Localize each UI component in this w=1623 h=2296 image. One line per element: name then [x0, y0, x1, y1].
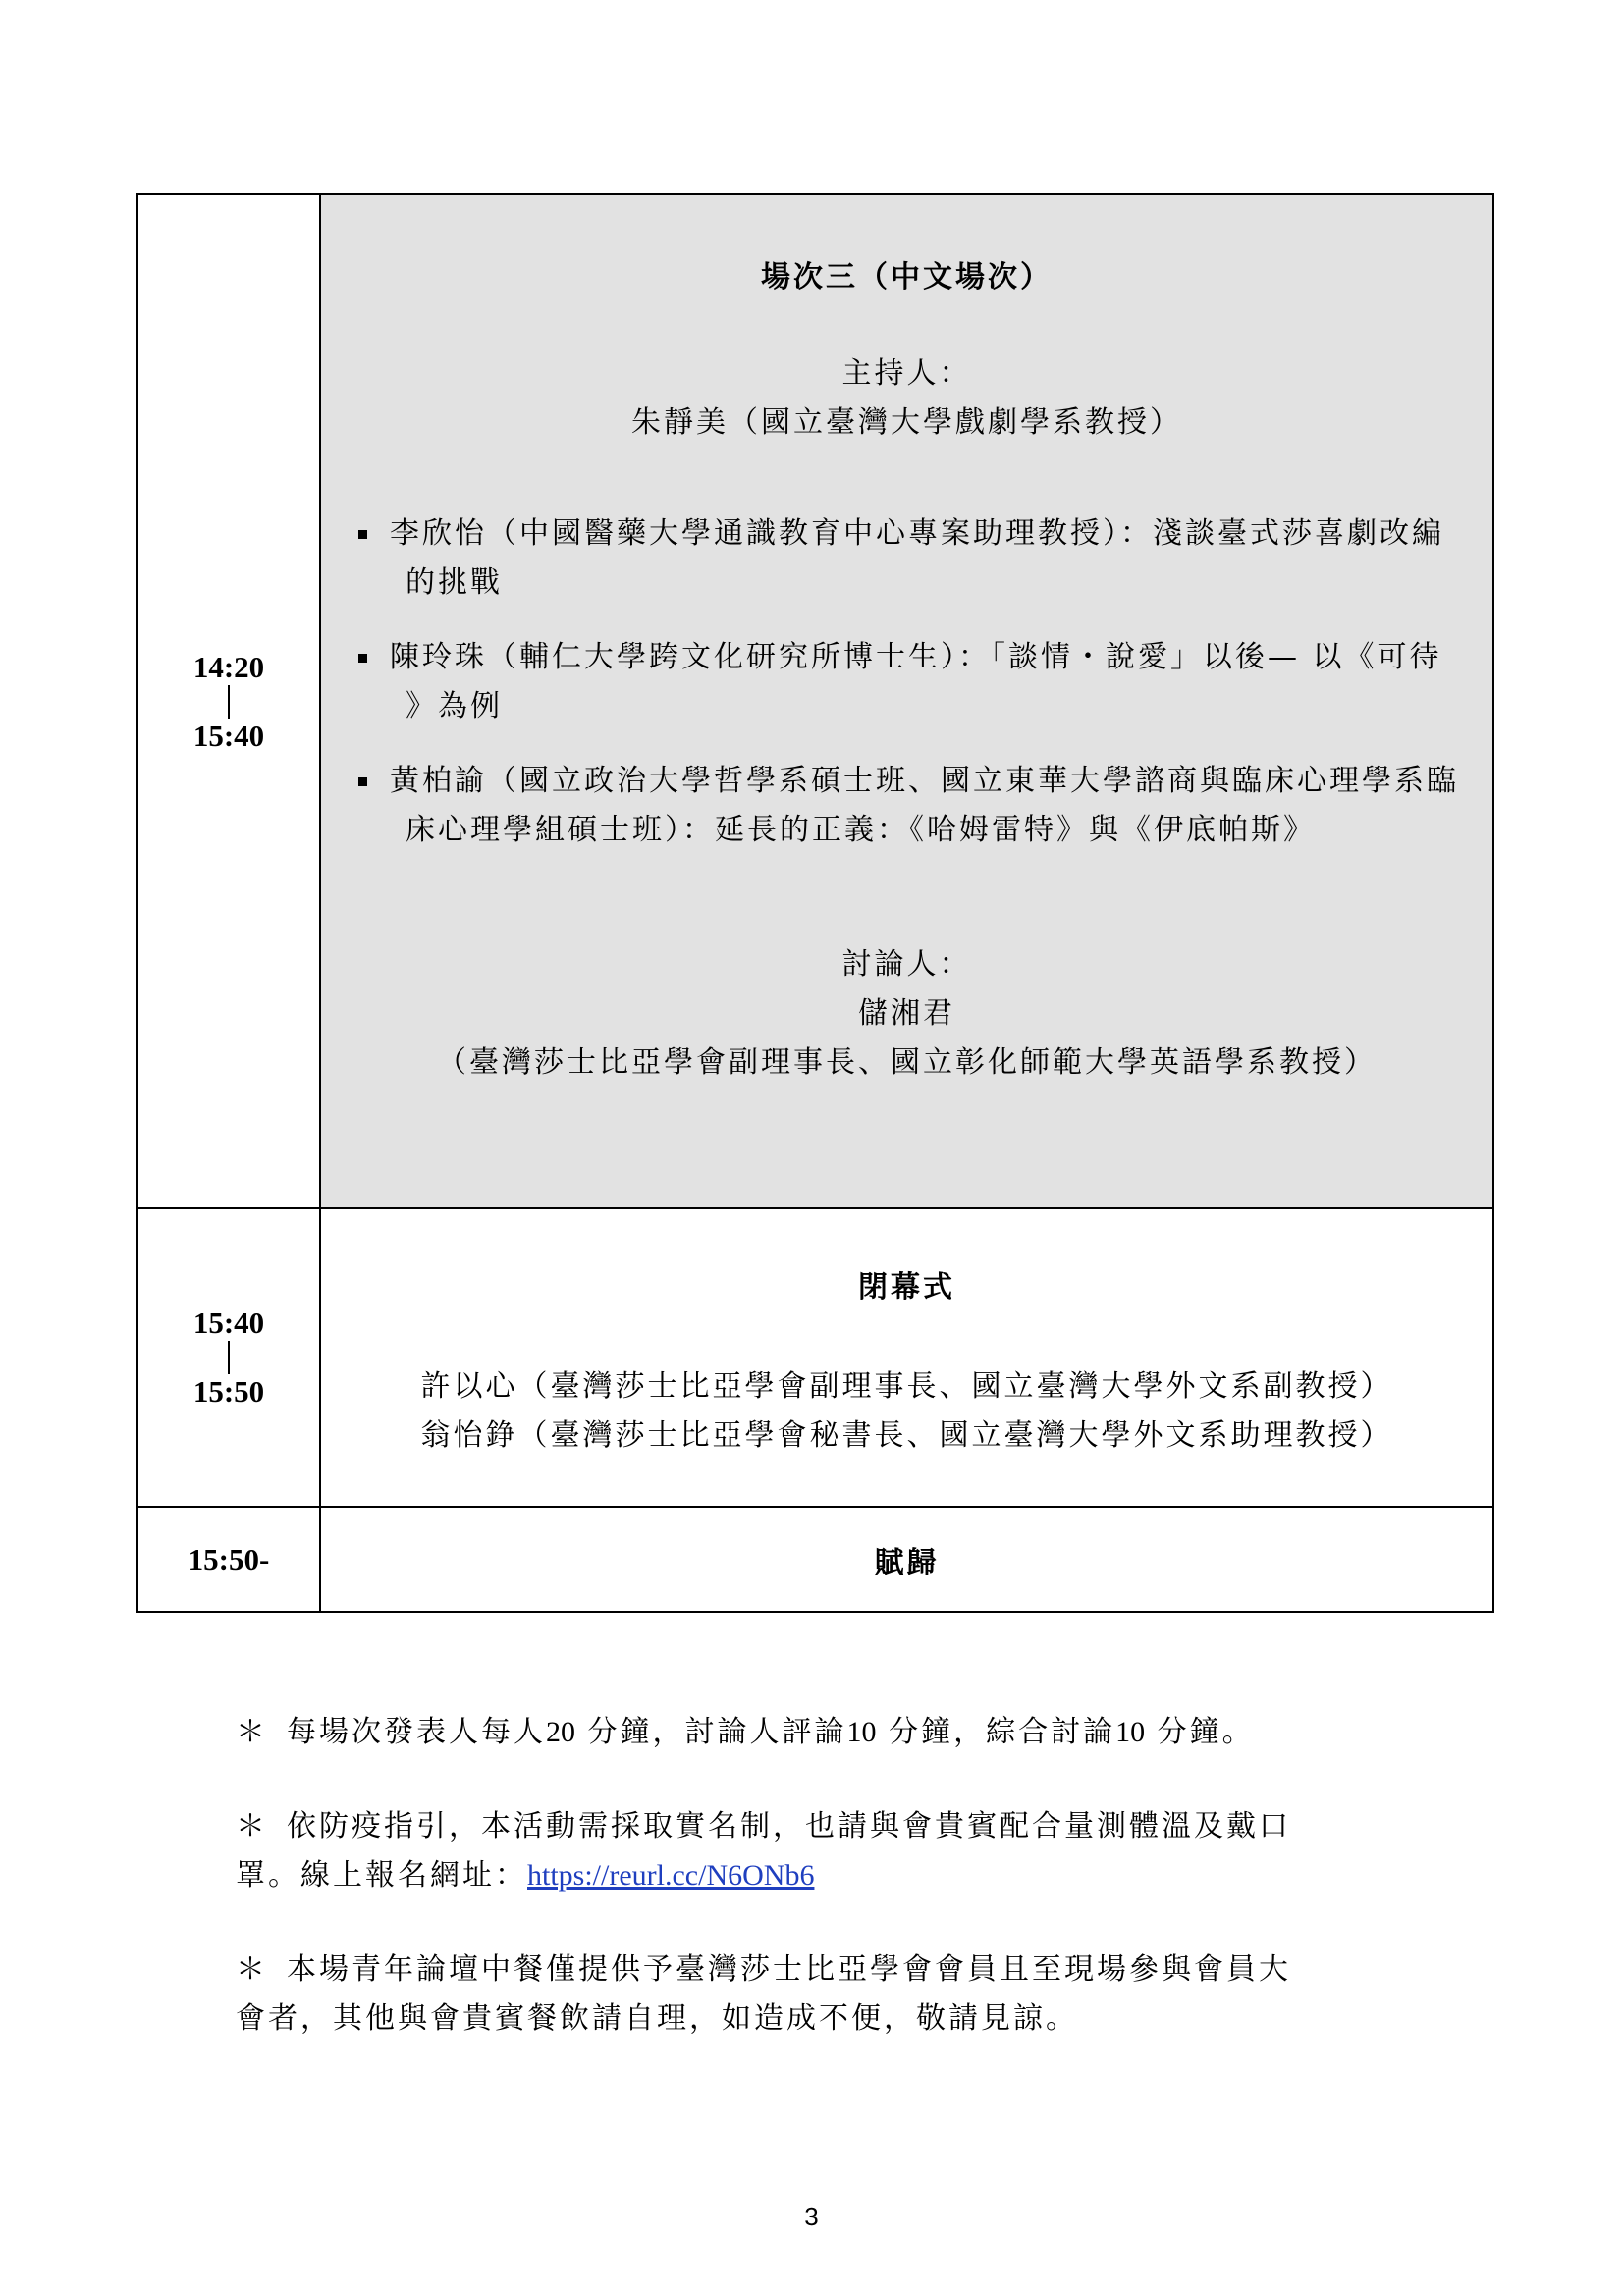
note-lunch	[236, 1946, 1394, 2044]
closing-row	[137, 1208, 1493, 1507]
schedule-table	[136, 193, 1494, 1613]
note-registration	[236, 1802, 1394, 1900]
closing-start-time: 15:40	[192, 1306, 265, 1341]
end-title: 賦歸	[320, 1507, 1493, 1612]
note-text: 分鐘。	[1157, 1715, 1255, 1749]
bullet-icon	[358, 530, 367, 539]
speaker-line: 黃柏諭（國立政治大學哲學系碩士班、國立東華大學諮商與臨床心理學系臨	[390, 764, 1459, 798]
speaker-line: 李欣怡（中國醫藥大學通識教育中心專案助理教授）：淺談臺式莎喜劇改編	[390, 516, 1444, 551]
note-text: 分鐘，綜合討論	[889, 1715, 1116, 1749]
time-separator	[228, 685, 230, 719]
time-separator	[228, 1341, 230, 1374]
notes-section	[236, 1708, 1394, 2089]
closing-content	[320, 1208, 1493, 1507]
session-3-time	[137, 194, 320, 1208]
bullet-icon	[358, 654, 367, 663]
closing-time	[137, 1208, 320, 1507]
session-3-title: 場次三（中文場次）	[761, 260, 1053, 294]
asterisk-icon: ＊	[236, 1715, 268, 1749]
speaker-item	[358, 509, 1483, 608]
note-duration	[236, 1708, 1394, 1757]
discussant-title: （臺灣莎士比亞學會副理事長、國立彰化師範大學英語學系教授）	[437, 1045, 1377, 1080]
asterisk-icon: ＊	[236, 1809, 268, 1843]
note-text: 會者，其他與會貴賓餐飲請自理，如造成不便，敬請見諒。	[236, 2002, 1078, 2036]
end-row	[137, 1507, 1493, 1612]
closing-person: 翁怡錚（臺灣莎士比亞學會秘書長、國立臺灣大學外文系助理教授）	[420, 1418, 1393, 1453]
session-3-content	[320, 194, 1493, 1208]
speaker-list	[358, 509, 1483, 881]
speaker-line-cont: 的挑戰	[406, 565, 503, 600]
closing-end-time: 15:50	[192, 1374, 265, 1409]
registration-link[interactable]: https://reurl.cc/N6ONb6	[527, 1859, 815, 1892]
speaker-line: 陳玲珠（輔仁大學跨文化研究所博士生）：「談情・說愛」以後— 以《可待	[390, 640, 1442, 674]
discussant-name: 儲湘君	[858, 996, 955, 1031]
bullet-icon	[358, 777, 367, 786]
note-text: 本場青年論壇中餐僅提供予臺灣莎士比亞學會會員且至現場參與會員大	[287, 1952, 1291, 1987]
speaker-line-cont: 床心理學組碩士班）：延長的正義：《哈姆雷特》與《伊底帕斯》	[406, 813, 1316, 847]
host-label: 主持人：	[841, 356, 972, 391]
closing-person: 許以心（臺灣莎士比亞學會副理事長、國立臺灣大學外文系副教授）	[420, 1369, 1393, 1404]
speaker-line-cont: 》為例	[406, 689, 503, 723]
note-number: 10	[846, 1716, 877, 1748]
speaker-item	[358, 633, 1483, 731]
note-number: 10	[1115, 1716, 1146, 1748]
host-name: 朱靜美（國立臺灣大學戲劇學系教授）	[631, 405, 1182, 440]
end-time: 15:50-	[137, 1507, 320, 1612]
note-number: 20	[546, 1716, 575, 1748]
asterisk-icon: ＊	[236, 1952, 268, 1987]
session-3-start-time: 14:20	[192, 649, 265, 684]
note-text: 依防疫指引，本活動需採取實名制，也請與會貴賓配合量測體溫及戴口	[287, 1809, 1291, 1843]
speaker-item	[358, 757, 1483, 855]
note-text: 罩。線上報名網址：	[236, 1858, 527, 1893]
note-text: 分鐘，討論人評論	[587, 1715, 847, 1749]
closing-title: 閉幕式	[858, 1270, 955, 1305]
page-number: 3	[804, 2202, 819, 2231]
session-3-end-time: 15:40	[192, 718, 265, 753]
discussant-label: 討論人：	[841, 947, 972, 982]
note-text: 每場次發表人每人	[287, 1715, 546, 1749]
session-3-row	[137, 194, 1493, 1208]
